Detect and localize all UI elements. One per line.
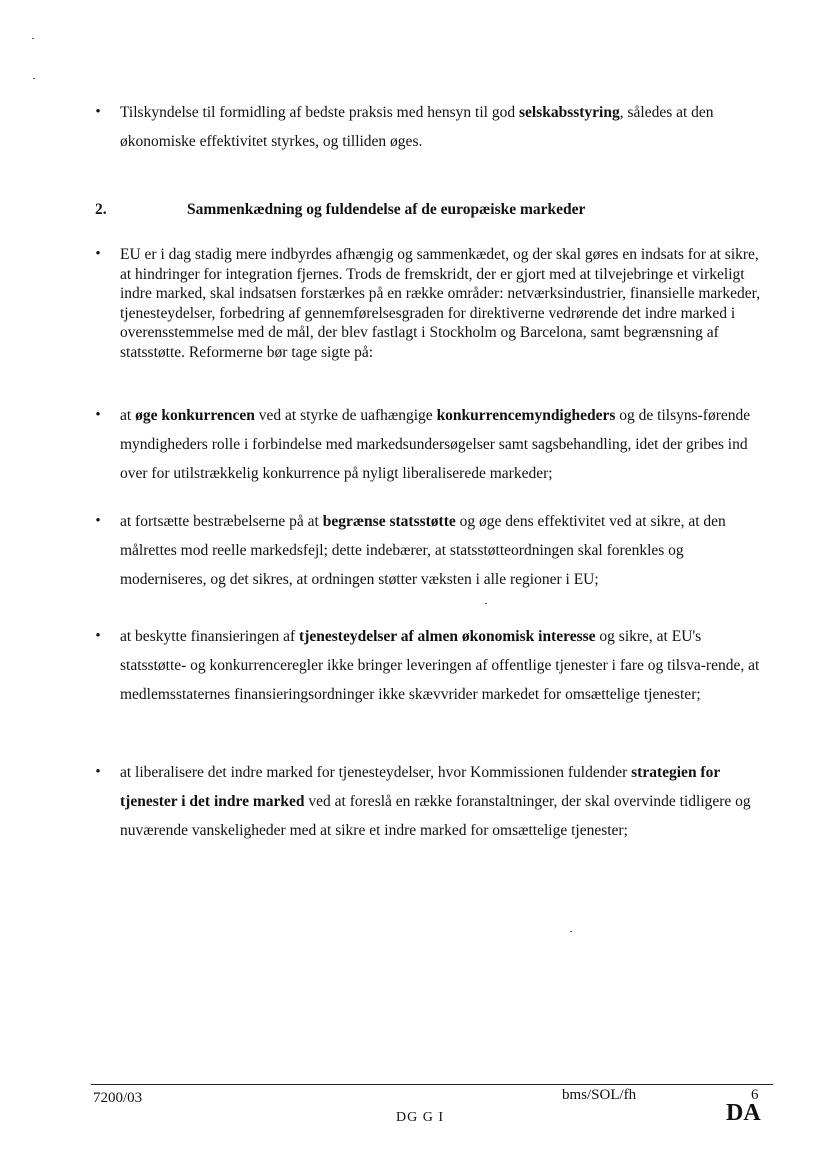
- scan-speck: [485, 603, 487, 604]
- bullet-icon: •: [95, 104, 101, 120]
- author-initials: bms/SOL/fh: [562, 1087, 637, 1103]
- bullet-text: at liberalisere det indre marked for tjenesteydelser, hvor Kommissionen fuldender strategien for tjenester i det indre marked ved at foreslå en række foranstaltninger, der skal overvinde tidligere og nuværende vanskeligheder med at sikre et indre marked for omsættelige tjenester;: [120, 764, 751, 839]
- bullet-icon: •: [95, 246, 101, 262]
- page-number: 6: [751, 1087, 759, 1103]
- footer-rule: [91, 1084, 773, 1085]
- bullet-text: at øge konkurrencen ved at styrke de uafhængige konkurrencemyndigheders og de tilsyns-førende myndigheders rolle i forbindelse med markedsundersøgelser samt sagsbehandling, idet der gribes ind over for utilstrækkelig konkurrence på nyligt liberaliserede markeder;: [120, 407, 751, 482]
- bullet-text: at fortsætte bestræbelserne på at begrænse statsstøtte og øge dens effektivitet ved at sikre, at den målrettes mod reelle markedsfejl; dette indebærer, at statsstøtteordningen skal forenkles og moderniseres, og det sikres, at ordningen støtter væksten i alle regioner i EU;: [120, 513, 726, 588]
- scan-speck: [32, 38, 34, 39]
- document-reference: 7200/03: [93, 1090, 143, 1106]
- bullet-icon: •: [95, 628, 101, 644]
- section-title: Sammenkædning og fuldendelse af de europæiske markeder: [187, 201, 586, 218]
- bullet-text: Tilskyndelse til formidling af bedste praksis med hensyn til god selskabsstyring, således at den økonomiske effektivitet styrkes, og tilliden øges.: [120, 104, 714, 150]
- scan-speck: [570, 931, 572, 932]
- section-number: 2.: [95, 201, 107, 218]
- bullet-text: at beskytte finansieringen af tjenesteydelser af almen økonomisk interesse og sikre, at EU's statsstøtte- og konkurrenceregler ikke bringer leveringen af offentlige tjenester i fare og tilsva-rende, at medlemsstaternes finansieringsordninger ikke skævvrider markedet for omsættelige tjenester;: [120, 628, 760, 703]
- bullet-icon: •: [95, 513, 101, 529]
- bullet-icon: •: [95, 764, 101, 780]
- language-code: DA: [726, 1100, 761, 1126]
- bullet-icon: •: [95, 407, 101, 423]
- directorate-general: DG G I: [396, 1110, 444, 1125]
- bullet-text: EU er i dag stadig mere indbyrdes afhængig og sammenkædet, og der skal gøres en indsats for at sikre, at hindringer for integration fjernes. Trods de fremskridt, der er gjort med at tilvejebringe et virkeligt indre marked, skal indsatsen forstærkes på en række områder: netværksindustrier, finansielle markeder, tjenesteydelser, forbedring af gennemførelsesgraden for direktiverne vedrørende det indre marked i overensstemmelse med de mål, der blev fastlagt i Stockholm og Barcelona, samt begrænsning af statsstøtte. Reformerne bør tage sigte på:: [120, 246, 761, 361]
- scan-speck: [33, 78, 35, 79]
